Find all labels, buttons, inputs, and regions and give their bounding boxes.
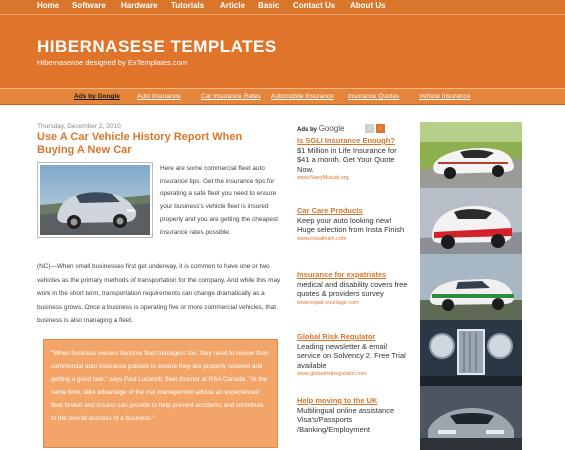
ad-title[interactable]: Insurance for expatriates — [297, 270, 387, 279]
ad-text: $1 Million in Life Insurance for $41 a month. Get Your Quote Now. — [297, 145, 397, 174]
white-police-car-thumbnail[interactable] — [420, 254, 522, 320]
ad-url[interactable]: www.instafinish.com — [297, 235, 347, 242]
blog-post — [30, 114, 287, 450]
nav-hardware[interactable]: Hardware — [121, 1, 158, 10]
nav-article[interactable]: Article — [220, 1, 245, 10]
ad-link-vehicle-insurance[interactable]: Vehicle Insurance — [419, 93, 471, 100]
ad-text: Keep your auto looking new! Huge selection from Insta Finish — [297, 215, 405, 234]
site-tagline: Hibernasense designed by ExTemplates.com — [37, 58, 188, 67]
ad-item[interactable] — [297, 396, 409, 434]
ad-url[interactable]: www.expat-courtage.com — [297, 299, 359, 306]
vintage-car-grille-thumbnail[interactable] — [420, 320, 522, 386]
ad-item[interactable] — [297, 206, 409, 243]
ad-title[interactable]: Is SGLI Insurance Enough? — [297, 136, 395, 145]
ads-prev-arrow-icon[interactable]: ‹ — [365, 124, 374, 133]
ads-next-arrow-icon[interactable]: › — [376, 124, 385, 133]
white-race-car-thumbnail[interactable] — [420, 122, 522, 188]
post-intro-text: Here are some commercial fleet auto insurance tips. Get the insurance tips for operating a safe fleet you need to ensure your business's vehicle fleet is insured properly and you are getting the cheapest insurance rates possible. — [160, 165, 278, 236]
google-logo-text: Google — [318, 124, 345, 133]
ad-text: Leading newsletter & email service on Solvency 2. Free Trial available — [297, 341, 406, 370]
car-thumbnails — [420, 122, 522, 450]
nav-tutorials[interactable]: Tutorials — [171, 1, 205, 10]
ad-text: medical and disability covers free quotes & providers survey — [297, 279, 408, 298]
ad-item[interactable] — [297, 270, 409, 307]
ads-by-google-link[interactable]: Ads by Google — [74, 93, 120, 100]
nav-basic[interactable]: Basic — [258, 1, 280, 10]
ad-link-car-insurance-rates[interactable]: Car Insurance Rates — [201, 93, 261, 100]
ad-link-insurance-quotes[interactable]: Insurance Quotes — [348, 93, 400, 100]
ad-url[interactable]: www.globalriskregulator.com — [297, 371, 367, 377]
ad-title[interactable]: Global Risk Regulator — [297, 332, 376, 341]
post-date: Thursday, December 2, 2010 — [37, 123, 121, 130]
ad-item[interactable] — [297, 136, 409, 182]
ad-link-automobile-insurance[interactable]: Automobile Insurance — [271, 93, 334, 100]
site-header — [0, 14, 565, 88]
concept-car-thumbnail[interactable] — [420, 386, 522, 450]
ads-by-google-header[interactable] — [297, 124, 344, 133]
ad-title[interactable]: Car Care Products — [297, 206, 363, 215]
nav-software[interactable]: Software — [72, 1, 106, 10]
nav-contact-us[interactable]: Contact Us — [293, 1, 336, 10]
ad-url[interactable]: www.NavyMutual.org — [297, 175, 349, 181]
nav-about-us[interactable]: About Us — [350, 1, 386, 10]
red-rally-car-thumbnail[interactable] — [420, 188, 522, 254]
ad-item[interactable] — [297, 332, 409, 378]
post-body-text: (NC)—When small businesses first get underway, it is common to have one or two vehicles as the primary methods of transportation for the company. And while this may work in the short term, transportation requirements can change dramatically as a business grows. Once a business is operating five or more commercial vehicles, that business is also managing a fleet. — [37, 263, 281, 324]
top-navigation — [0, 0, 565, 14]
google-ads-column — [295, 120, 410, 450]
post-quote: "When business owners become fleet managers too, they need to review their commercial auto insurance policies to ensure they are properly covered and getting a good rate," says Paul Lucarelli, fleet director at RSA Canada. "At the same time, take advantage of the risk management advice an experienced fleet broker and insurer can provide to help prevent accidents and contribute to the overall success of a business." — [43, 339, 278, 448]
ad-link-strip — [0, 88, 565, 105]
nav-home[interactable]: Home — [37, 1, 60, 10]
silver-car-photo — [40, 165, 150, 235]
post-title[interactable]: Use A Car Vehicle History Report When Buying A New Car — [37, 131, 243, 156]
ad-text: Multilingual online assistance Visa's/Passports /Banking/Employment — [297, 405, 395, 434]
ads-by-label: Ads by — [297, 127, 318, 133]
ad-title[interactable]: Help moving to the UK — [297, 396, 378, 405]
site-title[interactable]: HIBERNASESE TEMPLATES — [37, 37, 277, 56]
ad-link-auto-insurance[interactable]: Auto Insurance — [137, 93, 181, 100]
post-image — [37, 162, 153, 238]
